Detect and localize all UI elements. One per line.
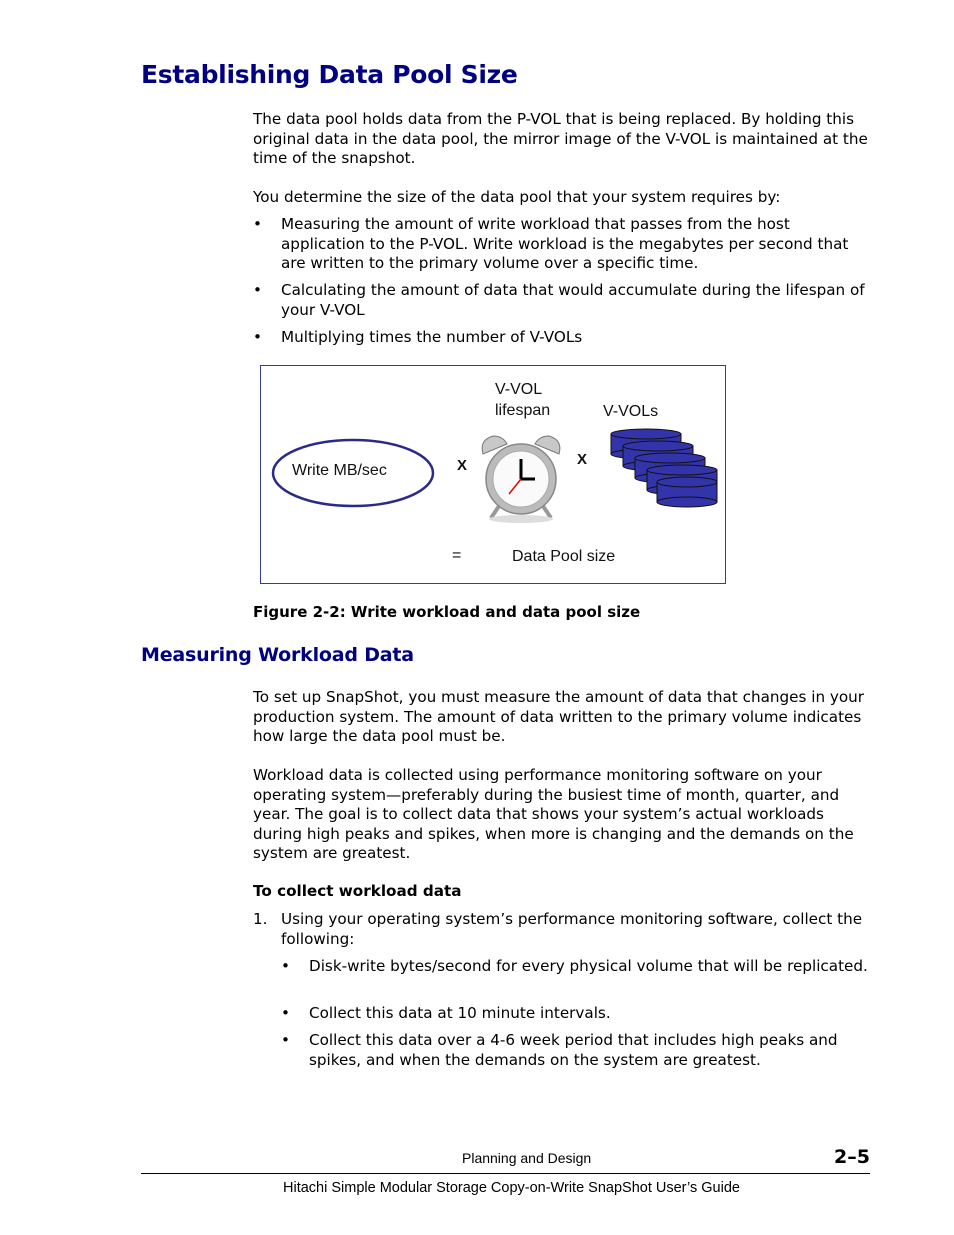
v-vols-stack-icon [611,429,717,507]
section-heading-measuring-workload-data: Measuring Workload Data [141,644,414,666]
procedure-heading: To collect workload data [253,882,462,900]
lifespan-label: lifespan [495,402,551,419]
multiply-sign: X [457,457,468,474]
write-mb-sec-label: Write MB/sec [292,462,387,479]
bullet-icon: • [253,281,262,299]
alarm-clock-icon [482,436,560,523]
figure-caption: Figure 2-2: Write workload and data pool size [253,603,641,621]
section-heading-establishing-data-pool-size: Establishing Data Pool Size [141,60,518,89]
data-pool-size-label: Data Pool size [512,548,616,565]
step-number: 1. [253,910,268,928]
footer-page-number: 2–5 [834,1146,870,1168]
bullet-text: Disk-write bytes/second for every physical volume that will be replicated. [309,957,868,975]
v-vol-label: V-VOL [495,381,543,398]
bullet-icon: • [253,215,262,233]
equals-sign: = [452,547,462,564]
bullet-text: Measuring the amount of write workload that passes from the host application to the P-VOL. Write workload is the megabytes per second that are written to the primary volume over a specific time. [281,215,849,272]
step-text: Using your operating system’s performance monitoring software, collect the following: [281,910,863,948]
bullet-text: Calculating the amount of data that would accumulate during the lifespan of your V-VOL [281,281,865,319]
figure-write-workload [260,365,726,584]
footer-divider [141,1173,870,1174]
bullet-icon: • [281,1004,290,1022]
paragraph-determine-size: You determine the size of the data pool that your system requires by: [253,188,781,206]
footer-section-name: Planning and Design [462,1150,592,1166]
paragraph-data-pool-intro: The data pool holds data from the P-VOL that is being replaced. By holding this original data in the data pool, the mirror image of the V-VOL is maintained at the time of the snapshot. [253,110,868,167]
v-vols-label: V-VOLs [603,403,659,420]
multiply-sign: X [577,451,588,468]
footer-guide-title: Hitachi Simple Modular Storage Copy-on-Write SnapShot User’s Guide [283,1180,740,1196]
paragraph-workload-collection: Workload data is collected using performance monitoring software on your operating system—preferably during the busiest time of month, quarter, and year. The goal is to collect data that shows your system’s actual workloads during high peaks and spikes, when more is changing and the demands on the system are greatest. [253,766,854,862]
bullet-icon: • [281,1031,290,1049]
bullet-text: Collect this data over a 4-6 week period that includes high peaks and spikes, and when the demands on the system are greatest. [309,1031,838,1069]
bullet-text: Multiplying times the number of V-VOLs [281,328,583,346]
bullet-icon: • [253,328,262,346]
paragraph-setup-snapshot: To set up SnapShot, you must measure the amount of data that changes in your production system. The amount of data written to the primary volume indicates how large the data pool must be. [253,688,865,745]
bullet-text: Collect this data at 10 minute intervals. [309,1004,611,1022]
bullet-icon: • [281,957,290,975]
